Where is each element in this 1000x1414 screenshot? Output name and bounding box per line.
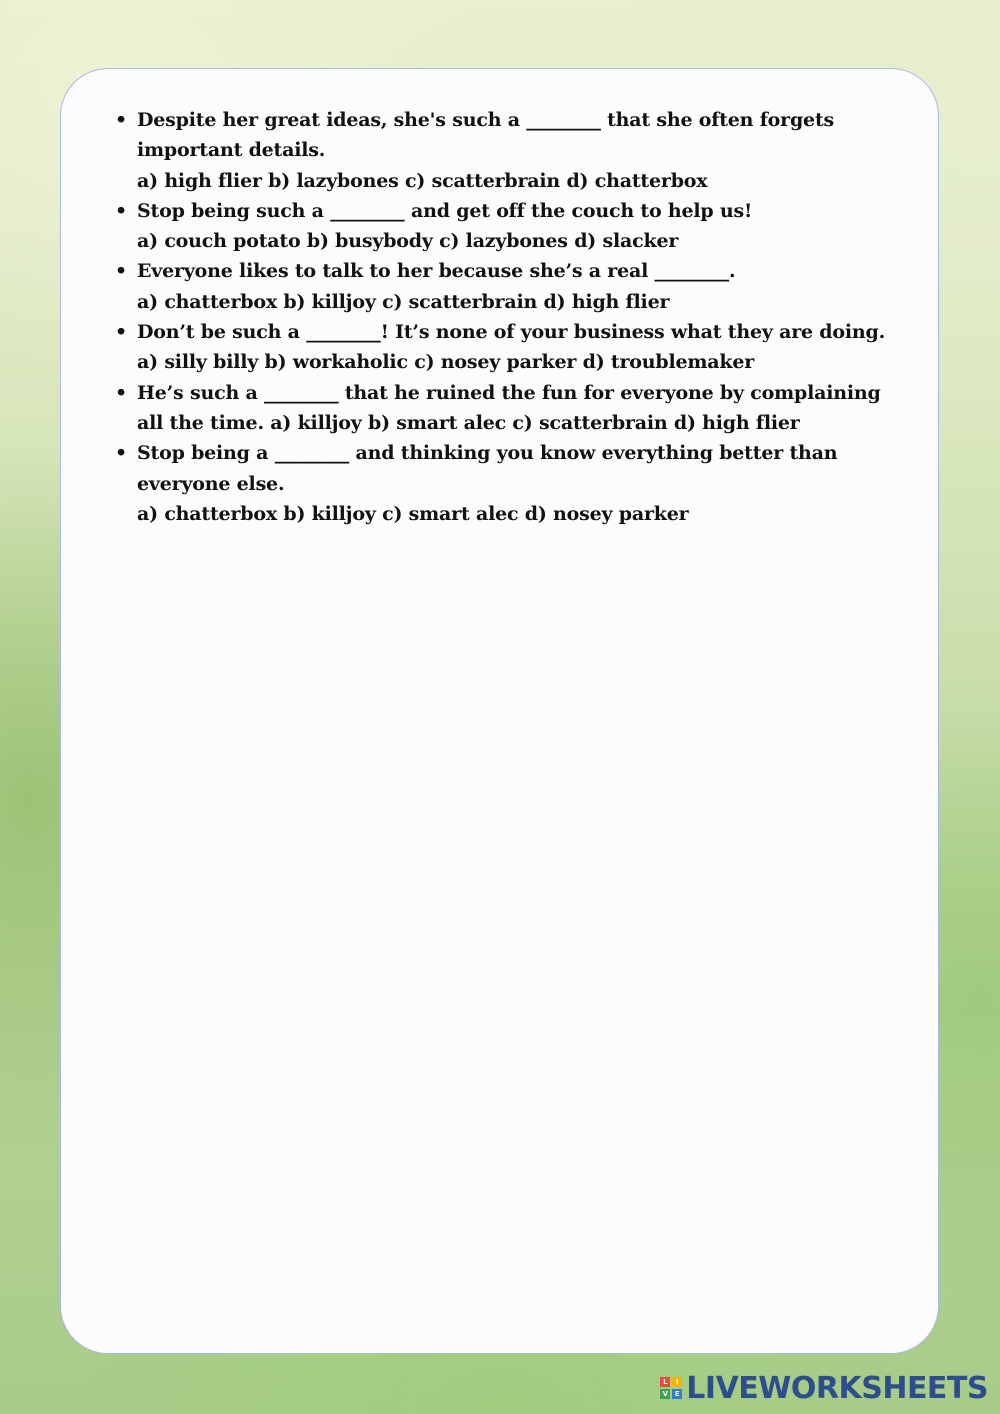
worksheet-card xyxy=(60,68,939,1354)
answer-options: a) chatterbox b) killjoy c) scatterbrain d) high flier xyxy=(137,290,670,313)
question-stem: He’s such a ________ that he ruined the fun for everyone by complaining all the time. xyxy=(137,381,881,434)
bullet-icon: • xyxy=(115,260,127,283)
bullet-icon: • xyxy=(115,321,127,344)
answer-options: a) chatterbox b) killjoy c) smart alec d) nosey parker xyxy=(137,502,689,525)
question-item xyxy=(115,196,907,257)
question-item xyxy=(115,256,907,317)
question-item xyxy=(115,378,907,439)
question-item xyxy=(115,105,907,196)
answer-options: a) couch potato b) busybody c) lazybones d) slacker xyxy=(137,230,679,253)
question-list xyxy=(115,105,907,529)
logo-mark-icon xyxy=(660,1377,682,1399)
liveworksheets-logo xyxy=(660,1370,988,1406)
bullet-icon: • xyxy=(115,381,127,404)
logo-mark-letter: I xyxy=(672,1377,682,1387)
question-stem: Don’t be such a ________! It’s none of your business what they are doing. xyxy=(137,321,885,344)
bullet-icon: • xyxy=(115,442,127,465)
question-item xyxy=(115,438,907,529)
question-item xyxy=(115,317,907,378)
logo-mark-letter: L xyxy=(660,1377,670,1387)
answer-options: a) silly billy b) workaholic c) nosey parker d) troublemaker xyxy=(137,351,755,374)
logo-mark-letter: E xyxy=(672,1389,682,1399)
question-stem: Stop being such a ________ and get off the couch to help us! xyxy=(137,199,753,222)
question-stem: Stop being a ________ and thinking you know everything better than everyone else. xyxy=(137,442,838,495)
logo-mark-letter: V xyxy=(660,1389,670,1399)
answer-options: a) killjoy b) smart alec c) scatterbrain d) high flier xyxy=(270,411,800,434)
bullet-icon: • xyxy=(115,199,127,222)
answer-options: a) high flier b) lazybones c) scatterbrain d) chatterbox xyxy=(137,169,708,192)
logo-text: LIVEWORKSHEETS xyxy=(686,1370,988,1406)
bullet-icon: • xyxy=(115,109,127,131)
question-stem: Despite her great ideas, she's such a ________ that she often forgets important details. xyxy=(137,109,835,162)
question-stem: Everyone likes to talk to her because she’s a real ________. xyxy=(137,260,736,283)
